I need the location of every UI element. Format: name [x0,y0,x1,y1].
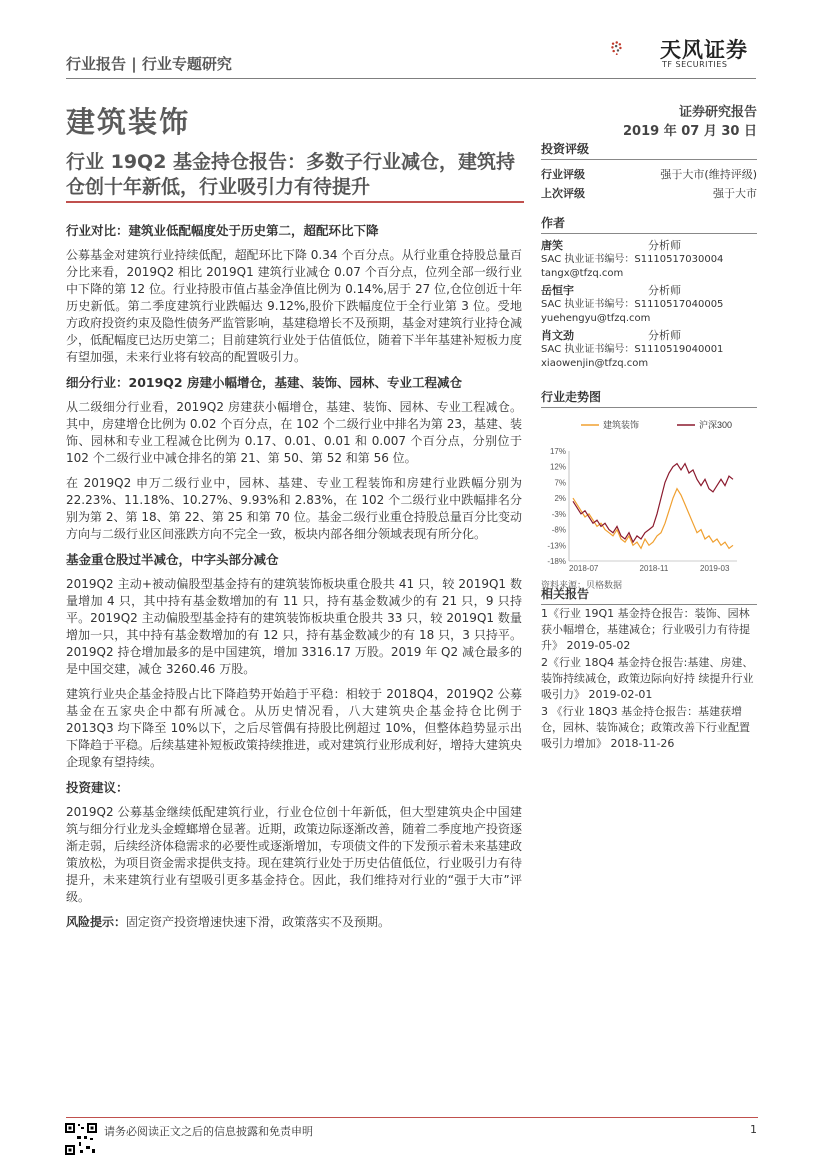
trend-chart-box [541,388,757,591]
author-cert: SAC 执业证书编号：S1110517040005 [541,299,724,310]
author-role: 分析师 [648,239,681,252]
author-email[interactable]: yuehengyu@tfzq.com [541,313,651,324]
series-line [573,489,733,549]
paragraph: 2019Q2 主动+被动偏股型基金持有的建筑装饰板块重仓股共 41 只，较 2019Q1 数量增加 4 只，其中持有基金数增加的有 11 只，持有基金数减少的有 21 只，9 只持平。2019Q2 主动偏股型基金持有的建筑装饰板块重仓股共 33 只，较 2019Q1 数量增加一只，其中持有基金数增加的有 12 只，持有基金数减少的有 18 只，3 只持平。2019Q2 持仓增加最多的是中国建筑，增加 3316.17 万股。2019 年 Q2 减仓最多的是中国交建，减仓 3260.46 万股。 [66,577,522,676]
related-report-item[interactable] [541,655,757,703]
title-underline [66,201,524,203]
series-line [573,464,733,542]
brand-name-en: TF SECURITIES [662,60,728,69]
author-entry [541,284,757,326]
author-role: 分析师 [648,284,681,297]
related-report-date: 2018-11-26 [610,737,675,750]
section-heading: 细分行业：2019Q2 房建小幅增仓，基建、装饰、园林、专业工程减仓 [66,375,462,390]
authors-heading: 作者 [541,214,757,234]
report-type: 证券研究报告 [678,105,757,120]
author-email[interactable]: tangx@tfzq.com [541,268,624,279]
x-tick-label: 2019-03 [700,564,730,573]
related-heading: 相关报告 [541,586,757,605]
author-cert: SAC 执业证书编号：S1110517030004 [541,254,724,265]
risk-label: 风险提示： [66,915,127,929]
prev-rating-value: 强于大市 [713,187,757,200]
rating-heading: 投资评级 [541,140,757,160]
related-report-item[interactable] [541,704,757,752]
chart-source: 资料来源：贝格数据 [541,581,623,591]
main-body [66,218,522,939]
y-tick-label: 2% [554,494,566,504]
paragraph: 建筑行业央企基金持股占比下降趋势开始趋于平稳：相较于 2018Q4，2019Q2 公募基金在五家央企中都有所减仓。从历史情况看，八大建筑央企基金持仓比例于 2013Q3 均下降至 10%以下，之后尽管偶有持股比例超过 10%，但整体趋势显示出下降趋于平稳。后续基建补短板政策持续推进，或对建筑行业形成利好，增持大建筑央企现象有望持续。 [66,687,523,769]
authors-box [541,214,757,371]
related-report-date: 2019-02-01 [588,688,653,701]
y-tick-label: -18% [547,557,566,566]
related-report-date: 2019-05-02 [566,639,631,652]
rating-label: 行业评级 [541,168,585,181]
author-email[interactable]: xiaowenjin@tfzq.com [541,358,649,369]
y-tick-label: 12% [549,462,566,472]
report-category: 行业报告 | 行业专题研究 [66,55,232,73]
trend-chart [541,413,757,573]
paragraph: 在 2019Q2 申万二级行业中，园林、基建、专业工程装饰和房建行业跌幅分别为 22.23%、11.18%、10.27%、9.93%和 2.83%，在 102 个二级行业中跌幅排名分别为第 2、第 18、第 22、第 25 和第 70 位。基金二级行业重仓持股总量百分比变动方向与二级行业区间涨跌方向不完全一致，板块内部各细分领域表现有所分化。 [66,476,522,541]
author-cert: SAC 执业证书编号：S1110519040001 [541,344,724,355]
x-tick-label: 2018-07 [569,564,599,573]
related-report-title[interactable]: 3 《行业 18Q3 基金持仓报告：基建获增仓，园林、装饰减仓；政策改善下行业配置吸引力增加》 [541,705,750,750]
rating-value: 强于大市(维持评级) [660,168,757,181]
risk-text: 固定资产投资增速快速下滑，政策落实不及预期。 [126,915,391,929]
y-tick-label: -13% [547,541,566,551]
legend-label: 沪深300 [699,420,733,430]
legend-label: 建筑装饰 [603,420,640,430]
paragraph: 2019Q2 公募基金继续低配建筑行业，行业仓位创十年新低，但大型建筑央企中国建筑与细分行业龙头金螳螂增仓显著。近期，政策边际逐渐改善，随着二季度地产投资逐渐走弱，后续经济体稳需求的必要性或逐渐增加，专项债文件的下发预示着未来基建政策放松，为项目资金需求提供支持。现在建筑行业处于历史估值低位，行业吸引力有待提升，未来建筑行业有望吸引更多基金持仓。因此，我们维持对行业的“强于大市”评级。 [66,805,523,904]
paragraph: 公募基金对建筑行业持续低配，超配环比下降 0.34 个百分点。从行业重仓持股总量百分比来看，2019Q2 相比 2019Q1 建筑行业减仓 0.07 个百分点，位列全部一级行业中下降的第 12 位。行业持股市值占基金净值比例为 0.14%,居于 27 位,仓位创近十年历史新低。第二季度建筑行业跌幅达 9.12%,股价下跌幅度位于全行业第 3 位。受地方政府投资约束及隐性债务严监管影响，基建稳增长不及预期，基金对建筑行业持仓减少，低配幅度已达历史第二；目前建筑行业处于估值低位，随着下半年基建补短板力度有望加强，未来行业将有较高的配置吸引力。 [66,248,523,364]
author-name: 唐笑 [541,239,563,252]
y-tick-label: 17% [549,447,566,456]
author-name: 岳恒宇 [541,284,574,297]
qr-code-icon [64,1122,98,1156]
author-name: 肖文劲 [541,329,574,342]
trend-heading: 行业走势图 [541,388,757,408]
prev-rating-row [541,184,757,203]
rating-row [541,165,757,184]
page-number: 1 [750,1123,757,1136]
x-tick-label: 2018-11 [639,564,669,573]
section-heading: 行业对比：建筑业低配幅度处于历史第二，超配环比下降 [66,223,379,238]
related-report-item[interactable] [541,606,757,654]
brand-name: 天风证券 [660,38,748,62]
header-divider [66,78,756,79]
risk-note [66,914,522,931]
footer-disclaimer: 请务必阅读正文之后的信息披露和免责申明 [104,1125,313,1138]
author-entry [541,239,757,281]
related-report-title[interactable]: 1《行业 19Q1 基金持仓报告：装饰、园林获小幅增仓，基建减仓；行业吸引力有待提升》 [541,607,750,652]
author-entry [541,329,757,371]
tf-logo-icon [610,24,656,72]
report-date: 2019 年 07 月 30 日 [623,124,757,139]
report-title: 行业 19Q2 基金持仓报告：多数子行业减仓，建筑持仓创十年新低，行业吸引力有待提升 [66,151,516,198]
related-report-title[interactable]: 2《行业 18Q4 基金持仓报告:基建、房建、装饰持续减仓，政策边际向好持 续提升行业吸引力》 [541,656,754,701]
y-tick-label: -8% [551,525,566,535]
author-role: 分析师 [648,329,681,342]
section-heading: 基金重仓股过半减仓，中字头部分减仓 [66,552,279,567]
paragraph: 从二级细分行业看，2019Q2 房建获小幅增仓，基建、装饰、园林、专业工程减仓。其中，房建增仓比例为 0.02 个百分点，在 102 个二级行业中排名为第 23，基建、装饰、园林和专业工程减仓比例为 0.17、0.01、0.01 和 0.007 个百分点，分别位于 102 个二级行业中减仓排名的第 21、第 50、第 52 和第 56 位。 [66,400,522,465]
footer-divider [66,1117,758,1118]
section-heading: 投资建议： [66,780,129,795]
y-tick-label: 7% [554,478,566,488]
prev-rating-label: 上次评级 [541,187,585,200]
rating-box [541,140,757,203]
related-reports [541,586,757,753]
y-tick-label: -3% [551,509,566,519]
industry-title: 建筑装饰 [66,105,191,139]
